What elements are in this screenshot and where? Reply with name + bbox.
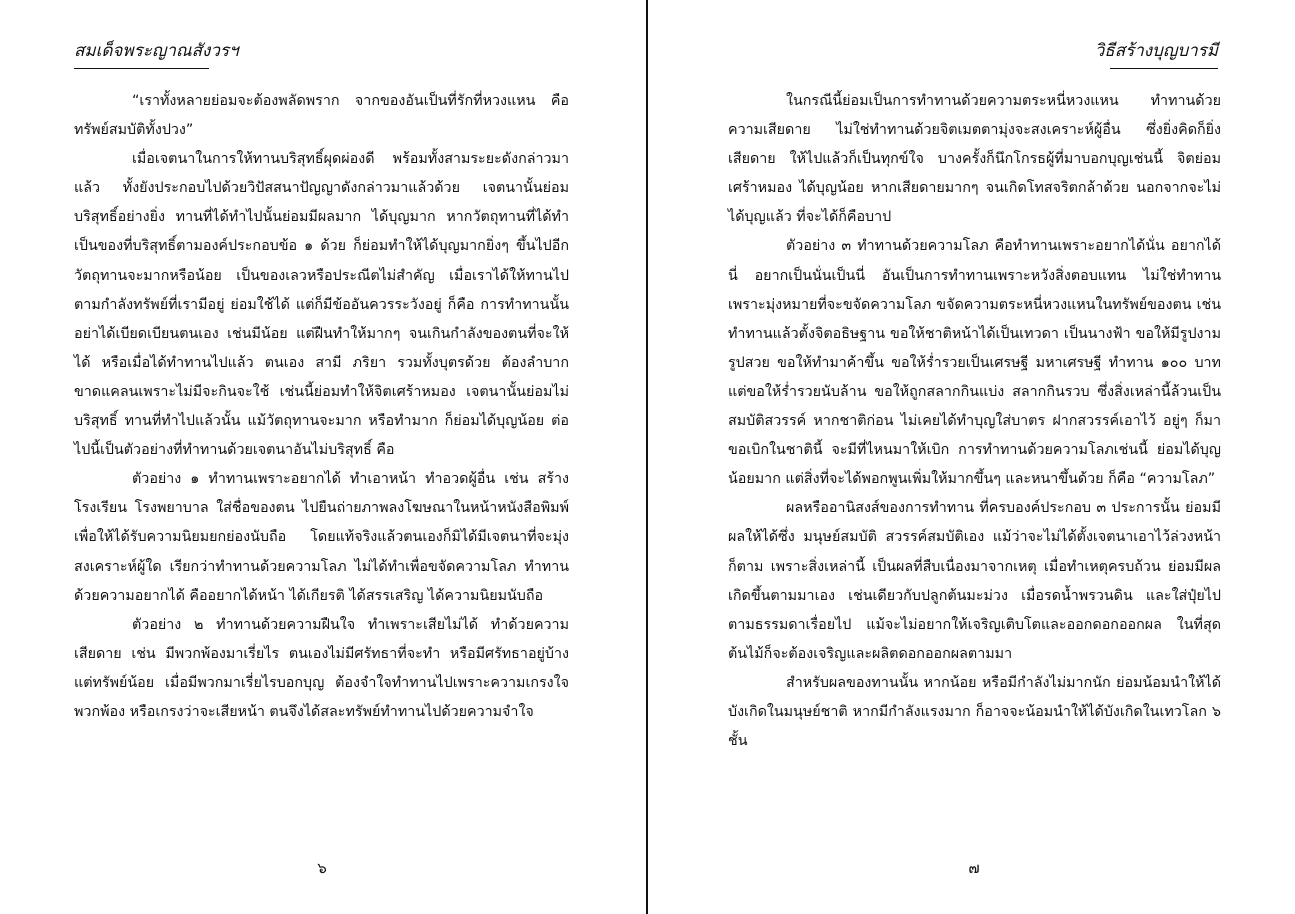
right-paragraph-4: สำหรับผลของทานนั้น หากน้อย หรือมีกำลังไม่มากนัก ย่อมน้อมนำให้ได้บังเกิดในมนุษย์ชาติ หากมีกำลังแรงมาก ก็อาจจะน้อมนำให้ได้บังเกิดในเทวโลก ๖ ชั้น [728,674,1221,750]
left-page-body [74,87,569,727]
right-running-head: วิธีสร้างบุญบารมี [1094,41,1218,61]
left-head-rule [74,68,209,69]
left-running-head: สมเด็จพระญาณสังวรฯ [74,41,239,61]
right-paragraph-3: ผลหรืออานิสงส์ของการทำทาน ที่ครบองค์ประกอบ ๓ ประการนั้น ย่อมมีผลให้ได้ซึ่ง มนุษย์สมบัติ สวรรค์สมบัติเอง แม้ว่าจะไม่ได้ตั้งเจตนาเอาไว้ล่วงหน้าก็ตาม เพราะสิ่งเหล่านี้ เป็นผลที่สืบเนื่องมาจากเหตุ เมื่อทำเหตุครบถ้วน ย่อมมีผลเกิดขึ้นตามมาเอง เช่นเดียวกับปลูกต้นมะม่วง เมื่อรดน้ำพรวนดิน และใส่ปุ๋ยไปตามธรรมดาเรื่อยไป แม้จะไม่อยากให้เจริญเติบโตและออกดอกออกผล ในที่สุดต้นไม้ก็จะต้องเจริญและผลิตดอกออกผลตามมา [728,500,1221,662]
left-page [0,0,646,914]
right-page-body [728,87,1221,756]
right-page [648,0,1295,914]
right-paragraph-1: ในกรณีนี้ย่อมเป็นการทำทานด้วยความตระหนี่หวงแหน ทำทานด้วยความเสียดาย ไม่ใช่ทำทานด้วยจิตเมตตามุ่งจะสงเคราะห์ผู้อื่น ซึ่งยิ่งคิดก็ยิ่งเสียดาย ให้ไปแล้วก็เป็นทุกข์ใจ บางครั้งก็นึกโกรธผู้ที่มาบอกบุญเช่นนี้ จิตย่อมเศร้าหมอง ได้บุญน้อย หากเสียดายมากๆ จนเกิดโทสจริตกล้าด้วย นอกจากจะไม่ได้บุญแล้ว ที่จะได้ก็คือบาป [728,93,1221,226]
right-page-number: ๗ [968,859,980,877]
left-paragraph-2: เมื่อเจตนาในการให้ทานบริสุทธิ์ผุดผ่องดี พร้อมทั้งสามระยะดังกล่าวมาแล้ว ทั้งยังประกอบไปด้วยวิปัสสนาปัญญาดังกล่าวมาแล้วด้วย เจตนานั้นย่อมบริสุทธิ์อย่างยิ่ง ทานที่ได้ทำไปนั้นย่อมมีผลมาก ได้บุญมาก หากวัตถุทานที่ได้ทำเป็นของที่บริสุทธิ์ตามองค์ประกอบข้อ ๑ ด้วย ก็ย่อมทำให้ได้บุญมากยิ่งๆ ขึ้นไปอีก วัตถุทานจะมากหรือน้อย เป็นของเลวหรือประณีตไม่สำคัญ เมื่อเราได้ให้ทานไปตามกำลังทรัพย์ที่เรามีอยู่ ย่อมใช้ได้ แต่ก็มีข้ออันควรระวังอยู่ ก็คือ การทำทานนั้น อย่าได้เบียดเบียนตนเอง เช่นมีน้อย แต่ฝืนทำให้มากๆ จนเกินกำลังของตนที่จะให้ได้ หรือเมื่อได้ทำทานไปแล้ว ตนเอง สามี ภริยา รวมทั้งบุตรด้วย ต้องลำบากขาดแคลนเพราะไม่มีจะกินจะใช้ เช่นนี้ย่อมทำให้จิตเศร้าหมอง เจตนานั้นย่อมไม่บริสุทธิ์ ทานที่ทำไปแล้วนั้น แม้วัตถุทานจะมาก หรือทำมาก ก็ย่อมได้บุญน้อย ต่อไปนี้เป็นตัวอย่างที่ทำทานด้วยเจตนาอันไม่บริสุทธิ์ คือ [74,151,569,459]
left-paragraph-3: ตัวอย่าง ๑ ทำทานเพราะอยากได้ ทำเอาหน้า ทำอวดผู้อื่น เช่น สร้างโรงเรียน โรงพยาบาล ใส่ชื่อของตน ไปยืนถ่ายภาพลงโฆษณาในหน้าหนังสือพิมพ์ เพื่อให้ได้รับความนิยมยกย่องนับถือ โดยแท้จริงแล้วตนเองก็มิได้มีเจตนาที่จะมุ่งสงเคราะห์ผู้ใด เรียกว่าทำทานด้วยความโลภ ไม่ได้ทำเพื่อขจัดความโลภ ทำทานด้วยความอยากได้ คืออยากได้หน้า ได้เกียรติ ได้สรรเสริญ ได้ความนิยมนับถือ [74,471,569,604]
right-paragraph-2: ตัวอย่าง ๓ ทำทานด้วยความโลภ คือทำทานเพราะอยากได้นั่น อยากได้นี่ อยากเป็นนั่นเป็นนี่ อันเป็นการทำทานเพราะหวังสิ่งตอบแทน ไม่ใช่ทำทานเพราะมุ่งหมายที่จะขจัดความโลภ ขจัดความตระหนี่หวงแหนในทรัพย์ของตน เช่น ทำทานแล้วตั้งจิตอธิษฐาน ขอให้ชาติหน้าได้เป็นเทวดา เป็นนางฟ้า ขอให้มีรูปงามรูปสวย ขอให้ทำมาค้าขึ้น ขอให้ร่ำรวยเป็นเศรษฐี มหาเศรษฐี ทำทาน ๑๐๐ บาท แต่ขอให้ร่ำรวยนับล้าน ขอให้ถูกสลากกินแบ่ง สลากกินรวบ ซึ่งสิ่งเหล่านี้ล้วนเป็นสมบัติสวรรค์ หากชาติก่อน ไม่เคยได้ทำบุญใส่บาตร ฝากสวรรค์เอาไว้ อยู่ๆ ก็มาขอเบิกในชาตินี้ จะมีที่ไหนมาให้เบิก การทำทานด้วยความโลภเช่นนี้ ย่อมได้บุญน้อยมาก แต่สิ่งที่จะได้พอกพูนเพิ่มให้มากขึ้นๆ และหนาขึ้นด้วย ก็คือ “ความโลภ” [728,238,1221,488]
left-page-number: ๖ [317,859,327,877]
left-paragraph-1: “เราทั้งหลายย่อมจะต้องพลัดพราก จากของอันเป็นที่รักที่หวงแหน คือทรัพย์สมบัติทั้งปวง” [74,93,569,139]
right-head-rule [1110,68,1218,69]
left-paragraph-4: ตัวอย่าง ๒ ทำทานด้วยความฝืนใจ ทำเพราะเสียไม่ได้ ทำด้วยความเสียดาย เช่น มีพวกพ้องมาเรี่ยไร ตนเองไม่มีศรัทธาที่จะทำ หรือมีศรัทธาอยู่บ้าง แต่ทรัพย์น้อย เมื่อมีพวกมาเรี่ยไรบอกบุญ ต้องจำใจทำทานไปเพราะความเกรงใจพวกพ้อง หรือเกรงว่าจะเสียหน้า ตนจึงได้สละทรัพย์ทำทานไปด้วยความจำใจ [74,616,569,720]
